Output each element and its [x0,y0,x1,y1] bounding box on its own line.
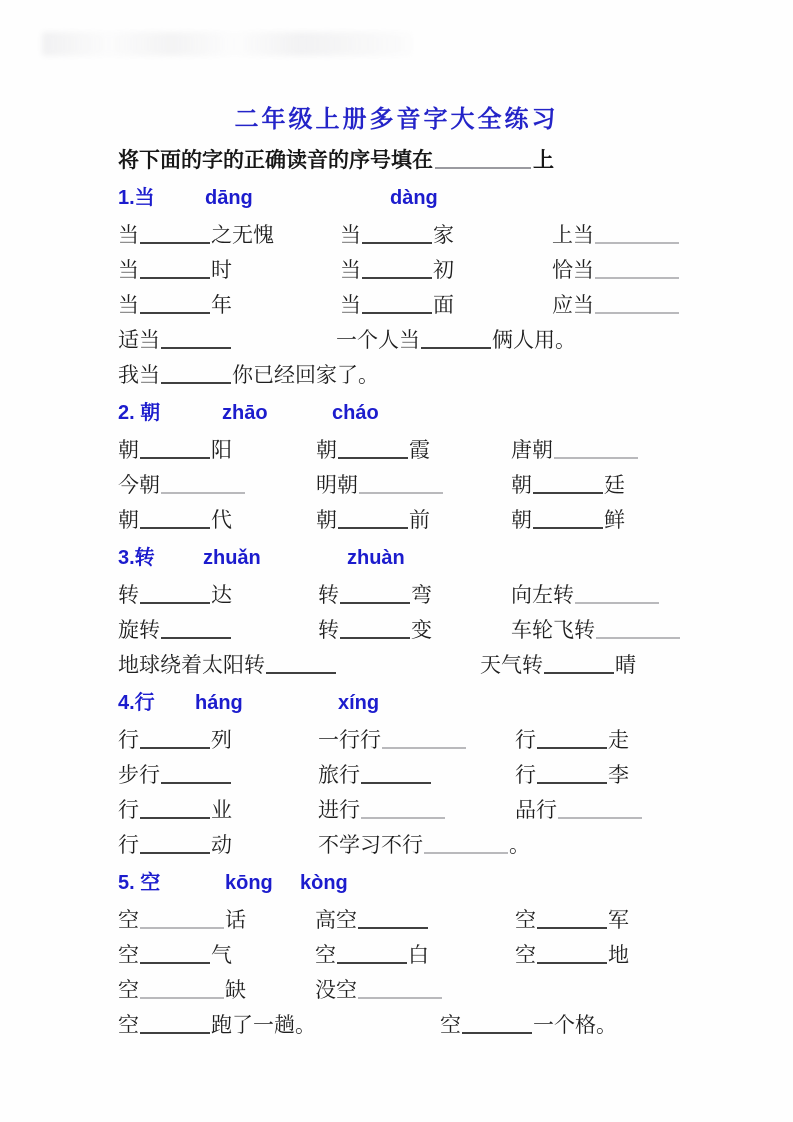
section-5 [118,870,683,1043]
item-text-before: 品行 [515,798,557,822]
pinyin-option: dāng [205,187,253,209]
item-text-after: 晴 [615,653,636,677]
section-heading [118,870,683,896]
item-text-after: 走 [608,728,629,752]
item-text-before: 步行 [118,763,160,787]
pinyin-option: xíng [338,692,380,714]
page-title: 二年级上册多音字大全练习 [234,107,559,133]
fill-in-blank [382,733,466,749]
faded-scan-artifact [42,32,412,56]
fill-in-blank [340,623,410,639]
pinyin-option: cháo [332,402,379,424]
item-text-before: 当 [118,258,139,282]
fill-in-blank [359,478,443,494]
exercise-item [515,938,629,973]
exercise-item [118,973,246,1008]
exercise-item [336,323,576,358]
exercise-item [118,648,337,683]
exercise-row [118,648,683,683]
item-text-after: 李 [608,763,629,787]
worksheet-content [118,142,683,1043]
fill-in-blank [140,803,210,819]
fill-in-blank [533,513,603,529]
exercise-item [515,723,629,758]
fill-in-blank [462,1018,532,1034]
exercise-row [118,578,683,613]
section-heading [118,185,683,211]
item-text-after: 鲜 [604,508,625,532]
item-text-after: 地 [608,943,629,967]
exercise-item [315,938,429,973]
fill-in-blank [361,803,445,819]
exercise-item [316,503,430,538]
item-text-after: 达 [211,583,232,607]
fill-in-blank [266,658,336,674]
item-text-before: 行 [118,728,139,752]
exercise-row [118,793,683,828]
item-text-before: 当 [118,223,139,247]
item-text-after: 初 [433,258,454,282]
item-text-before: 当 [340,293,361,317]
fill-in-blank [140,983,224,999]
exercise-item [316,468,444,503]
exercise-item [511,613,681,648]
exercise-item [315,903,429,938]
section-number-and-character: 4.行 [118,692,155,714]
item-text-before: 不学习不行 [318,833,423,857]
item-text-after: 阳 [211,438,232,462]
exercise-item [318,613,432,648]
item-text-after: 霞 [409,438,430,462]
item-text-before: 当 [340,258,361,282]
exercise-item [118,288,232,323]
item-text-before: 空 [118,978,139,1002]
exercise-item [552,288,680,323]
exercise-row [118,253,683,288]
item-text-before: 空 [440,1013,461,1037]
exercise-row [118,758,683,793]
pinyin-option: háng [195,692,243,714]
item-text-before: 地球绕着太阳转 [118,653,265,677]
item-text-before: 空 [515,943,536,967]
item-text-before: 朝 [511,508,532,532]
item-text-before: 行 [118,833,139,857]
section-number-and-character: 1.当 [118,187,155,209]
item-text-before: 恰当 [552,258,594,282]
fill-in-blank [537,768,607,784]
item-text-before: 旅行 [318,763,360,787]
item-text-before: 当 [340,223,361,247]
item-text-after: 前 [409,508,430,532]
item-text-after: 。 [509,833,530,857]
section-heading [118,545,683,571]
fill-in-blank [140,513,210,529]
pinyin-option: zhāo [222,402,268,424]
item-text-before: 空 [315,943,336,967]
exercise-item [511,578,660,613]
fill-in-blank [362,298,432,314]
item-text-after: 业 [211,798,232,822]
exercise-row [118,938,683,973]
fill-in-blank [544,658,614,674]
exercise-item [340,288,454,323]
fill-in-blank [338,443,408,459]
section-number-and-character: 3.转 [118,547,155,569]
item-text-after: 军 [608,908,629,932]
exercise-item [118,613,232,648]
exercise-item [118,903,246,938]
item-text-before: 行 [515,763,536,787]
fill-in-blank [358,983,442,999]
fill-in-blank [421,333,491,349]
item-text-before: 空 [118,1013,139,1037]
item-text-before: 行 [515,728,536,752]
item-text-before: 朝 [118,438,139,462]
exercise-item [315,973,443,1008]
fill-in-blank [140,228,210,244]
item-text-before: 应当 [552,293,594,317]
pinyin-option: kōng [225,872,273,894]
exercise-row [118,468,683,503]
exercise-item [118,723,232,758]
exercise-item [511,503,625,538]
fill-in-blank [595,263,679,279]
fill-in-blank [537,913,607,929]
fill-in-blank [554,443,638,459]
item-text-before: 上当 [552,223,594,247]
exercise-item [515,793,643,828]
section-number-and-character: 2. 朝 [118,402,161,424]
exercise-item [118,828,232,863]
pinyin-option: zhuǎn [203,547,261,569]
fill-in-blank [435,153,531,169]
exercise-row [118,433,683,468]
exercise-item [316,433,430,468]
pinyin-option: zhuàn [347,547,405,569]
item-text-after: 缺 [225,978,246,1002]
item-text-after: 家 [433,223,454,247]
fill-in-blank [140,733,210,749]
section-4 [118,690,683,863]
item-text-before: 向左转 [511,583,574,607]
item-text-after: 变 [411,618,432,642]
exercise-row [118,218,683,253]
fill-in-blank [537,733,607,749]
item-text-after: 动 [211,833,232,857]
item-text-before: 转 [318,583,339,607]
item-text-before: 没空 [315,978,357,1002]
fill-in-blank [140,1018,210,1034]
exercise-item [340,253,454,288]
fill-in-blank [424,838,508,854]
exercise-item [511,468,625,503]
exercise-item [118,578,232,613]
item-text-after: 话 [225,908,246,932]
pinyin-option: dàng [390,187,438,209]
fill-in-blank [340,588,410,604]
exercise-item [340,218,454,253]
exercise-item [118,1008,316,1043]
exercise-row [118,903,683,938]
item-text-before: 朝 [511,473,532,497]
fill-in-blank [140,263,210,279]
exercise-row [118,828,683,863]
fill-in-blank [361,768,431,784]
exercise-item [552,218,680,253]
exercise-item [318,758,432,793]
exercise-item [118,938,232,973]
exercise-item [118,793,232,828]
exercise-item [118,433,232,468]
exercise-item [118,358,379,393]
item-text-before: 朝 [316,438,337,462]
item-text-before: 适当 [118,328,160,352]
item-text-after: 廷 [604,473,625,497]
item-text-before: 空 [515,908,536,932]
item-text-after: 面 [433,293,454,317]
exercise-item [118,503,232,538]
section-number-and-character: 5. 空 [118,872,161,894]
fill-in-blank [362,228,432,244]
item-text-after: 时 [211,258,232,282]
item-text-after: 你已经回家了。 [232,363,379,387]
exercise-item [440,1008,617,1043]
section-heading [118,400,683,426]
item-text-before: 进行 [318,798,360,822]
exercise-item [515,903,629,938]
instruction-line [118,142,683,178]
exercise-row [118,613,683,648]
item-text-after: 跑了一趟。 [211,1013,316,1037]
fill-in-blank [596,623,680,639]
item-text-before: 朝 [316,508,337,532]
fill-in-blank [140,588,210,604]
item-text-before: 唐朝 [511,438,553,462]
fill-in-blank [337,948,407,964]
fill-in-blank [575,588,659,604]
exercise-item [515,758,629,793]
exercise-item [318,723,467,758]
item-text-before: 高空 [315,908,357,932]
exercise-item [118,323,232,358]
fill-in-blank [140,298,210,314]
instruction-suffix: 上 [533,148,554,172]
exercise-item [118,253,232,288]
fill-in-blank [537,948,607,964]
fill-in-blank [338,513,408,529]
item-text-before: 一行行 [318,728,381,752]
item-text-before: 朝 [118,508,139,532]
fill-in-blank [358,913,428,929]
exercise-item [118,758,232,793]
fill-in-blank [161,333,231,349]
item-text-before: 我当 [118,363,160,387]
exercise-item [318,793,446,828]
exercise-row [118,503,683,538]
item-text-after: 年 [211,293,232,317]
item-text-before: 空 [118,943,139,967]
section-heading [118,690,683,716]
exercise-item [511,433,639,468]
exercise-row [118,288,683,323]
item-text-before: 行 [118,798,139,822]
item-text-before: 旋转 [118,618,160,642]
item-text-after: 一个格。 [533,1013,617,1037]
section-1 [118,185,683,393]
item-text-after: 列 [211,728,232,752]
item-text-before: 今朝 [118,473,160,497]
exercise-item [118,468,246,503]
item-text-before: 转 [318,618,339,642]
item-text-before: 明朝 [316,473,358,497]
fill-in-blank [533,478,603,494]
fill-in-blank [140,948,210,964]
exercise-item [318,828,530,863]
item-text-before: 当 [118,293,139,317]
item-text-before: 空 [118,908,139,932]
fill-in-blank [161,478,245,494]
fill-in-blank [140,838,210,854]
exercise-item [480,648,636,683]
fill-in-blank [595,228,679,244]
fill-in-blank [161,768,231,784]
fill-in-blank [161,368,231,384]
section-2 [118,400,683,538]
exercise-item [552,253,680,288]
exercise-row [118,1008,683,1043]
item-text-after: 代 [211,508,232,532]
exercise-row [118,973,683,1008]
item-text-after: 俩人用。 [492,328,576,352]
exercise-row [118,723,683,758]
item-text-after: 白 [408,943,429,967]
item-text-before: 转 [118,583,139,607]
section-3 [118,545,683,683]
fill-in-blank [140,913,224,929]
fill-in-blank [140,443,210,459]
exercise-row [118,323,683,358]
item-text-after: 弯 [411,583,432,607]
exercise-row [118,358,683,393]
exercise-item [118,218,274,253]
fill-in-blank [595,298,679,314]
fill-in-blank [161,623,231,639]
fill-in-blank [362,263,432,279]
item-text-before: 天气转 [480,653,543,677]
instruction-prefix: 将下面的字的正确读音的序号填在 [118,148,433,172]
fill-in-blank [558,803,642,819]
worksheet-sections [118,185,683,1043]
exercise-item [318,578,432,613]
item-text-after: 气 [211,943,232,967]
pinyin-option: kòng [300,872,348,894]
item-text-before: 车轮飞转 [511,618,595,642]
item-text-before: 一个人当 [336,328,420,352]
item-text-after: 之无愧 [211,223,274,247]
